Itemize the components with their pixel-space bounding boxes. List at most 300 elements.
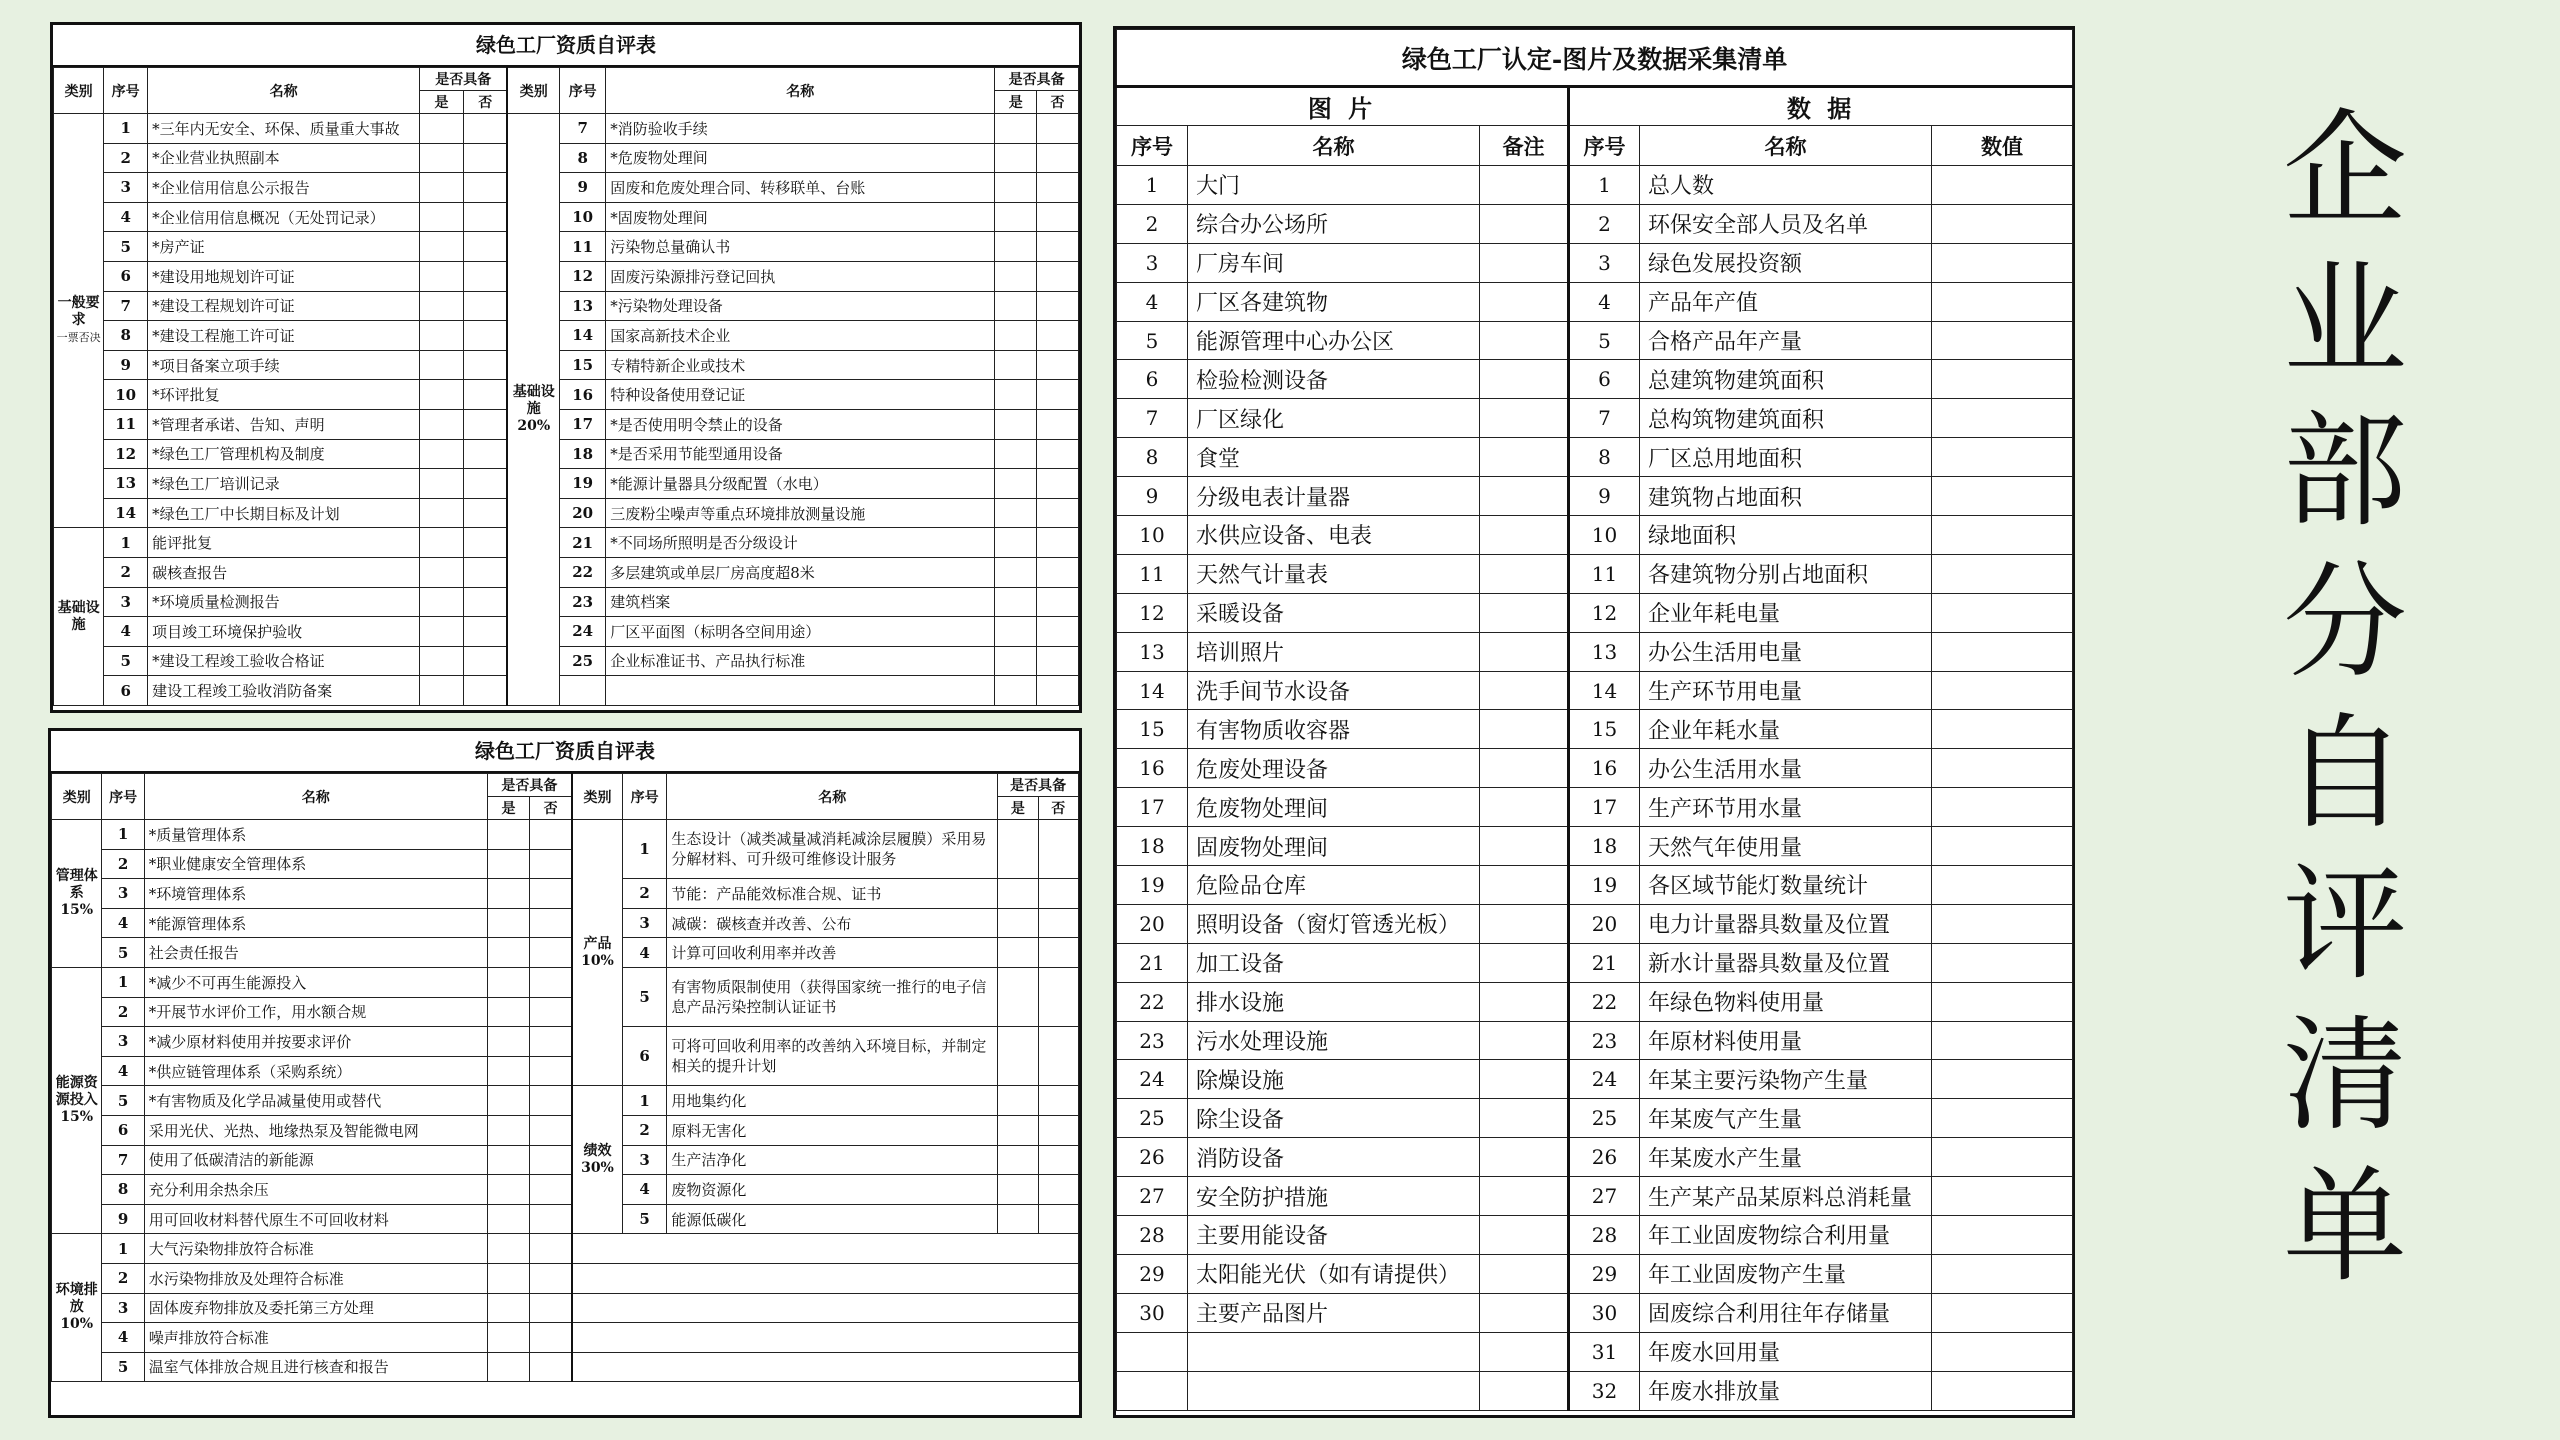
- item-name: *环境质量检测报告: [148, 587, 420, 617]
- row-number: 10: [560, 202, 606, 232]
- col-no: 序号: [102, 774, 144, 820]
- image-item-name: 消防设备: [1188, 1138, 1480, 1177]
- item-name: 废物资源化: [667, 1175, 998, 1205]
- row-number: 6: [102, 1115, 144, 1145]
- data-value-cell: [1932, 671, 2073, 710]
- check-yes: [998, 967, 1038, 1026]
- row-number: 1: [102, 820, 144, 850]
- check-yes: [420, 587, 464, 617]
- check-yes: [995, 409, 1037, 439]
- image-remark-cell: [1480, 1138, 1569, 1177]
- data-row-number: 7: [1569, 399, 1640, 438]
- item-name: 固废污染源排污登记回执: [606, 261, 995, 291]
- check-no: [463, 173, 507, 203]
- check-no: [1038, 967, 1078, 1026]
- data-value-cell: [1932, 1177, 2073, 1216]
- item-name: *不同场所照明是否分级设计: [606, 528, 995, 558]
- empty-cell: [572, 1263, 1078, 1293]
- image-row-number: 1: [1117, 166, 1188, 205]
- data-row-number: 21: [1569, 943, 1640, 982]
- col-name: 名称: [667, 774, 998, 820]
- data-item-name: 企业年耗电量: [1640, 593, 1932, 632]
- data-item-name: 生产环节用水量: [1640, 788, 1932, 827]
- col-category: 类别: [52, 774, 102, 820]
- check-no: [1037, 617, 1079, 647]
- image-row-number: 11: [1117, 554, 1188, 593]
- check-yes: [995, 350, 1037, 380]
- check-no: [463, 587, 507, 617]
- check-no: [1037, 321, 1079, 351]
- image-item-name: 太阳能光伏（如有请提供）: [1188, 1254, 1480, 1293]
- category-weight: 15%: [60, 1109, 94, 1126]
- check-no: [1038, 908, 1078, 938]
- check-yes: [995, 676, 1037, 706]
- heading-char: 自: [2282, 702, 2407, 846]
- data-row-number: 15: [1569, 710, 1640, 749]
- row-number: 4: [102, 1056, 144, 1086]
- col-yes: 是: [420, 91, 464, 114]
- row-number: 2: [104, 143, 148, 173]
- row-number: 19: [560, 469, 606, 499]
- checklist-row: [1117, 1293, 2073, 1332]
- data-value-cell: [1932, 516, 2073, 555]
- col-name-data: 名称: [1640, 126, 1932, 166]
- data-row-number: 3: [1569, 243, 1640, 282]
- check-no: [530, 1323, 572, 1353]
- data-value-cell: [1932, 243, 2073, 282]
- data-item-name: 绿色发展投资额: [1640, 243, 1932, 282]
- check-no: [530, 967, 572, 997]
- image-item-name: 洗手间节水设备: [1188, 671, 1480, 710]
- col-category: 类别: [572, 774, 622, 820]
- image-item-name: 厂区各建筑物: [1188, 282, 1480, 321]
- heading-char: 分: [2282, 551, 2407, 695]
- image-remark-cell: [1480, 866, 1569, 905]
- image-item-name: 大门: [1188, 166, 1480, 205]
- data-item-name: 年绿色物料使用量: [1640, 982, 1932, 1021]
- image-row-number: 8: [1117, 438, 1188, 477]
- item-name: 水污染物排放及处理符合标准: [144, 1263, 487, 1293]
- data-row-number: 19: [1569, 866, 1640, 905]
- category-cell: [52, 1234, 102, 1382]
- data-item-name: 生产环节用电量: [1640, 671, 1932, 710]
- row-number: 2: [102, 1263, 144, 1293]
- row-number: 7: [102, 1145, 144, 1175]
- item-name: *建设工程施工许可证: [148, 321, 420, 351]
- data-row-number: 10: [1569, 516, 1640, 555]
- item-name: 固废和危废处理合同、转移联单、台账: [606, 173, 995, 203]
- image-item-name: 除尘设备: [1188, 1099, 1480, 1138]
- category-cell: [572, 1086, 622, 1234]
- table-row: [54, 232, 1079, 262]
- checklist-row: [1117, 866, 2073, 905]
- image-item-name: 分级电表计量器: [1188, 477, 1480, 516]
- check-yes: [995, 143, 1037, 173]
- data-row-number: 18: [1569, 827, 1640, 866]
- row-number: 14: [560, 321, 606, 351]
- check-yes: [995, 232, 1037, 262]
- check-yes: [998, 938, 1038, 968]
- check-yes: [995, 261, 1037, 291]
- check-yes: [420, 439, 464, 469]
- check-yes: [487, 1175, 529, 1205]
- image-remark-cell: [1480, 788, 1569, 827]
- image-remark-cell: [1480, 166, 1569, 205]
- image-row-number: 10: [1117, 516, 1188, 555]
- check-no: [1038, 1204, 1078, 1234]
- image-item-name: 有害物质收容器: [1188, 710, 1480, 749]
- check-yes: [995, 114, 1037, 144]
- image-item-name: 食堂: [1188, 438, 1480, 477]
- table-row: [54, 557, 1079, 587]
- category-weight: 15%: [60, 901, 94, 918]
- category-cell: [572, 820, 622, 1086]
- table-row: [54, 498, 1079, 528]
- category-label: 基础设施: [57, 599, 100, 633]
- row-number: 1: [104, 114, 148, 144]
- table-row: [52, 879, 1079, 909]
- self-eval-table-2-grid: [51, 773, 1079, 1382]
- image-row-number: [1117, 1371, 1188, 1410]
- image-remark-cell: [1480, 282, 1569, 321]
- checklist-row: [1117, 593, 2073, 632]
- data-item-name: 总建筑物建筑面积: [1640, 360, 1932, 399]
- image-row-number: 29: [1117, 1254, 1188, 1293]
- image-remark-cell: [1480, 904, 1569, 943]
- data-value-cell: [1932, 1254, 2073, 1293]
- section-data: 数 据: [1569, 87, 2073, 126]
- item-name: 减碳：碳核查并改善、公布: [667, 908, 998, 938]
- check-yes: [995, 173, 1037, 203]
- col-available: 是否具备: [998, 774, 1079, 797]
- check-no: [530, 1115, 572, 1145]
- data-row-number: 24: [1569, 1060, 1640, 1099]
- data-item-name: 办公生活用电量: [1640, 632, 1932, 671]
- category-weight: 20%: [517, 417, 551, 434]
- check-no: [1037, 291, 1079, 321]
- checklist-row: [1117, 904, 2073, 943]
- item-name: *职业健康安全管理体系: [144, 849, 487, 879]
- data-value-cell: [1932, 632, 2073, 671]
- image-row-number: 14: [1117, 671, 1188, 710]
- checklist-row: [1117, 749, 2073, 788]
- col-no-option: 否: [463, 91, 507, 114]
- row-number: 15: [560, 350, 606, 380]
- row-number: 7: [104, 291, 148, 321]
- image-item-name: 能源管理中心办公区: [1188, 321, 1480, 360]
- row-number: 8: [560, 143, 606, 173]
- checklist-row: [1117, 1371, 2073, 1410]
- item-name: 有害物质限制使用（获得国家统一推行的电子信息产品污染控制认证证书: [667, 967, 998, 1026]
- col-available: 是否具备: [487, 774, 572, 797]
- row-number: 2: [622, 1115, 666, 1145]
- image-remark-cell: [1480, 827, 1569, 866]
- check-yes: [487, 1263, 529, 1293]
- row-number: 4: [102, 1323, 144, 1353]
- image-row-number: 25: [1117, 1099, 1188, 1138]
- item-name: *环评批复: [148, 380, 420, 410]
- row-number: 3: [104, 587, 148, 617]
- row-number: 13: [104, 469, 148, 499]
- check-no: [463, 409, 507, 439]
- item-name: 多层建筑或单层厂房高度超8米: [606, 557, 995, 587]
- data-value-cell: [1932, 1371, 2073, 1410]
- image-remark-cell: [1480, 243, 1569, 282]
- table-row: [54, 202, 1079, 232]
- check-no: [463, 321, 507, 351]
- heading-char: 企: [2282, 98, 2407, 242]
- check-yes: [420, 676, 464, 706]
- image-remark-cell: [1480, 982, 1569, 1021]
- row-number: 1: [102, 1234, 144, 1264]
- item-name: 计算可回收利用率并改善: [667, 938, 998, 968]
- image-row-number: 17: [1117, 788, 1188, 827]
- check-yes: [995, 587, 1037, 617]
- empty-cell: [572, 1352, 1078, 1382]
- check-yes: [420, 232, 464, 262]
- checklist-row: [1117, 1254, 2073, 1293]
- item-name: *开展节水评价工作，用水额合规: [144, 997, 487, 1027]
- table-row: [52, 1086, 1079, 1116]
- check-no: [463, 557, 507, 587]
- checklist-row: [1117, 632, 2073, 671]
- row-number: 9: [102, 1204, 144, 1234]
- col-name: 名称: [606, 68, 995, 114]
- check-no: [530, 1056, 572, 1086]
- row-number: 4: [102, 908, 144, 938]
- item-name: *有害物质及化学品减量使用或替代: [144, 1086, 487, 1116]
- image-row-number: [1117, 1332, 1188, 1371]
- check-no: [1037, 646, 1079, 676]
- image-item-name: 除燥设施: [1188, 1060, 1480, 1099]
- check-no: [463, 261, 507, 291]
- check-no: [530, 997, 572, 1027]
- category-note: 一票否决: [56, 331, 101, 345]
- data-value-cell: [1932, 1099, 2073, 1138]
- table-row: [54, 676, 1079, 706]
- col-no: 序号: [622, 774, 666, 820]
- category-cell: [54, 528, 104, 706]
- data-value-cell: [1932, 904, 2073, 943]
- data-value-cell: [1932, 1021, 2073, 1060]
- table-row: [54, 528, 1079, 558]
- item-name: *固废物处理间: [606, 202, 995, 232]
- col-name: 名称: [148, 68, 420, 114]
- data-item-name: 年某废气产生量: [1640, 1099, 1932, 1138]
- check-yes: [420, 114, 464, 144]
- image-item-name: 照明设备（窗灯管透光板）: [1188, 904, 1480, 943]
- check-yes: [995, 646, 1037, 676]
- image-remark-cell: [1480, 399, 1569, 438]
- table-row: [52, 967, 1079, 997]
- data-item-name: 固废综合利用往年存储量: [1640, 1293, 1932, 1332]
- check-yes: [998, 1115, 1038, 1145]
- col-yes: 是: [995, 91, 1037, 114]
- data-item-name: 年工业固废物综合利用量: [1640, 1216, 1932, 1255]
- image-item-name: 采暖设备: [1188, 593, 1480, 632]
- row-number: 6: [104, 261, 148, 291]
- check-yes: [420, 498, 464, 528]
- table-row: [52, 820, 1079, 850]
- check-no: [1037, 498, 1079, 528]
- image-row-number: 30: [1117, 1293, 1188, 1332]
- row-number: 11: [560, 232, 606, 262]
- row-number: 7: [560, 114, 606, 144]
- item-name: *供应链管理体系（采购系统）: [144, 1056, 487, 1086]
- check-yes: [420, 528, 464, 558]
- check-no: [1037, 528, 1079, 558]
- check-no: [530, 1175, 572, 1205]
- check-no: [1037, 380, 1079, 410]
- check-yes: [995, 528, 1037, 558]
- check-yes: [487, 1086, 529, 1116]
- row-number: 3: [102, 879, 144, 909]
- check-no: [530, 849, 572, 879]
- checklist-title: 绿色工厂认定-图片及数据采集清单: [1117, 30, 2073, 87]
- category-label: 环境排放: [55, 1282, 98, 1316]
- data-item-name: 生产某产品某原料总消耗量: [1640, 1177, 1932, 1216]
- image-remark-cell: [1480, 321, 1569, 360]
- check-yes: [487, 997, 529, 1027]
- row-number: 2: [102, 849, 144, 879]
- check-yes: [420, 409, 464, 439]
- checklist-row: [1117, 1021, 2073, 1060]
- data-item-name: 建筑物占地面积: [1640, 477, 1932, 516]
- check-yes: [420, 261, 464, 291]
- checklist-row: [1117, 438, 2073, 477]
- image-row-number: 19: [1117, 866, 1188, 905]
- data-item-name: 办公生活用水量: [1640, 749, 1932, 788]
- item-name: 碳核查报告: [148, 557, 420, 587]
- item-name: 建设工程竣工验收消防备案: [148, 676, 420, 706]
- data-row-number: 14: [1569, 671, 1640, 710]
- item-name: *消防验收手续: [606, 114, 995, 144]
- data-row-number: 6: [1569, 360, 1640, 399]
- data-value-cell: [1932, 827, 2073, 866]
- checklist-row: [1117, 1099, 2073, 1138]
- data-value-cell: [1932, 554, 2073, 593]
- image-row-number: 27: [1117, 1177, 1188, 1216]
- check-yes: [487, 938, 529, 968]
- self-eval-table-2: [48, 728, 1082, 1418]
- image-row-number: 9: [1117, 477, 1188, 516]
- check-yes: [420, 202, 464, 232]
- data-row-number: 30: [1569, 1293, 1640, 1332]
- row-number: 4: [622, 1175, 666, 1205]
- check-yes: [998, 820, 1038, 879]
- data-row-number: 12: [1569, 593, 1640, 632]
- col-no-option: 否: [1038, 797, 1078, 820]
- row-number: 6: [104, 676, 148, 706]
- check-no: [530, 879, 572, 909]
- data-row-number: 1: [1569, 166, 1640, 205]
- image-item-name: 主要产品图片: [1188, 1293, 1480, 1332]
- image-remark-cell: [1480, 516, 1569, 555]
- check-no: [1037, 587, 1079, 617]
- heading-char: 清: [2282, 1004, 2407, 1148]
- row-number: 3: [102, 1027, 144, 1057]
- row-number: 24: [560, 617, 606, 647]
- col-no: 序号: [104, 68, 148, 114]
- data-value-cell: [1932, 1332, 2073, 1371]
- row-number: 22: [560, 557, 606, 587]
- item-name: 三废粉尘噪声等重点环境排放测量设施: [606, 498, 995, 528]
- check-yes: [995, 498, 1037, 528]
- check-no: [530, 820, 572, 850]
- item-name: *是否采用节能型通用设备: [606, 439, 995, 469]
- row-number: 1: [622, 1086, 666, 1116]
- checklist-row: [1117, 554, 2073, 593]
- image-item-name: 天然气计量表: [1188, 554, 1480, 593]
- section-images: 图 片: [1117, 87, 1569, 126]
- data-item-name: 合格产品年产量: [1640, 321, 1932, 360]
- check-no: [1037, 409, 1079, 439]
- data-value-cell: [1932, 321, 2073, 360]
- check-no: [1037, 676, 1079, 706]
- checklist-row: [1117, 1177, 2073, 1216]
- image-remark-cell: [1480, 1060, 1569, 1099]
- data-value-cell: [1932, 360, 2073, 399]
- check-yes: [420, 350, 464, 380]
- data-row-number: 32: [1569, 1371, 1640, 1410]
- item-name: 生产洁净化: [667, 1145, 998, 1175]
- check-no: [463, 143, 507, 173]
- item-name: 使用了低碳清洁的新能源: [144, 1145, 487, 1175]
- item-name: *污染物处理设备: [606, 291, 995, 321]
- check-no: [530, 1204, 572, 1234]
- row-number: 21: [560, 528, 606, 558]
- image-remark-cell: [1480, 204, 1569, 243]
- item-name: 企业标准证书、产品执行标准: [606, 646, 995, 676]
- image-item-name: 危废处理设备: [1188, 749, 1480, 788]
- data-row-number: 9: [1569, 477, 1640, 516]
- data-row-number: 4: [1569, 282, 1640, 321]
- image-item-name: 污水处理设施: [1188, 1021, 1480, 1060]
- checklist-row: [1117, 360, 2073, 399]
- check-no: [1038, 1027, 1078, 1086]
- data-item-name: 天然气年使用量: [1640, 827, 1932, 866]
- image-row-number: 22: [1117, 982, 1188, 1021]
- image-remark-cell: [1480, 1021, 1569, 1060]
- item-name: *能源管理体系: [144, 908, 487, 938]
- category-weight: 10%: [581, 952, 614, 969]
- category-cell: [54, 114, 104, 528]
- check-no: [463, 646, 507, 676]
- image-item-name: 厂房车间: [1188, 243, 1480, 282]
- category-label: 产品: [583, 935, 612, 952]
- check-no: [530, 908, 572, 938]
- item-name: *房产证: [148, 232, 420, 262]
- check-no: [1037, 439, 1079, 469]
- data-item-name: 年原材料使用量: [1640, 1021, 1932, 1060]
- row-number: 1: [104, 528, 148, 558]
- image-remark-cell: [1480, 360, 1569, 399]
- data-value-cell: [1932, 866, 2073, 905]
- category-cell: [52, 820, 102, 968]
- row-number: 8: [102, 1175, 144, 1205]
- image-item-name: 综合办公场所: [1188, 204, 1480, 243]
- data-value-cell: [1932, 282, 2073, 321]
- item-name: *建设工程竣工验收合格证: [148, 646, 420, 676]
- check-no: [463, 232, 507, 262]
- row-number: 1: [622, 820, 666, 879]
- col-remark: 备注: [1480, 126, 1569, 166]
- data-row-number: 31: [1569, 1332, 1640, 1371]
- table-row: [54, 143, 1079, 173]
- row-number: 5: [102, 1352, 144, 1382]
- image-remark-cell: [1480, 1216, 1569, 1255]
- image-remark-cell: [1480, 477, 1569, 516]
